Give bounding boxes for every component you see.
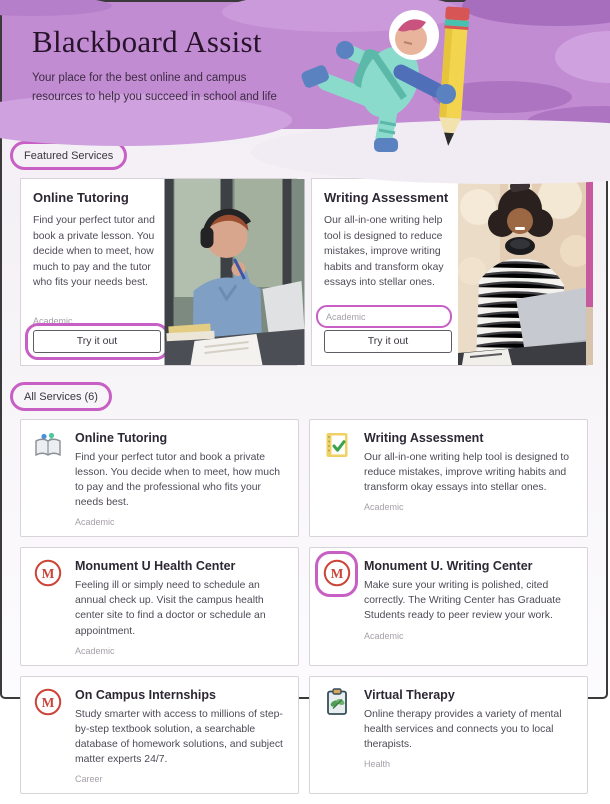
- service-description: Feeling ill or simply need to schedule an annual check up. Visit the campus health center site to find a doctor or schedule an appointment.: [75, 580, 266, 637]
- service-title: Virtual Therapy: [364, 687, 455, 702]
- service-title: Writing Assessment: [364, 431, 484, 445]
- service-description: Find your perfect tutor and book a private lesson. You decide when to meet, how much to pay and the professional who fits your needs best.: [75, 452, 281, 509]
- all-services-grid: [20, 419, 588, 794]
- service-title: Online Tutoring: [75, 431, 168, 445]
- featured-image-man-studying: [173, 179, 296, 365]
- svg-text:M: M: [41, 694, 55, 710]
- service-card-monument-u-health-center[interactable]: [20, 547, 299, 665]
- service-title: Monument U Health Center: [75, 559, 236, 574]
- service-card-online-tutoring[interactable]: [20, 419, 299, 537]
- featured-card-online-tutoring: [20, 178, 297, 366]
- page-subtitle: Your place for the best online and campus resources to help you succeed in school and life: [32, 72, 277, 103]
- service-category: Academic: [364, 630, 404, 641]
- monument-u-logo-icon: [33, 687, 63, 717]
- monument-u-logo-icon: [33, 558, 63, 588]
- main-content: [2, 141, 606, 804]
- service-description: Make sure your writing is polished, cited correctly. The Writing Center has Graduate Students ready to peer review your work.: [364, 580, 561, 622]
- featured-card-category: Academic: [326, 312, 366, 322]
- page-title: Blackboard Assist: [32, 24, 262, 59]
- svg-text:M: M: [330, 566, 344, 582]
- service-category: Academic: [75, 645, 115, 656]
- service-description: Online therapy provides a variety of mental health services and connects you to local therapists.: [364, 708, 562, 750]
- service-description: Study smarter with access to millions of step-by-step textbook solution, a searchable database of homework solutions, and subject matter experts 24/7.: [75, 708, 283, 765]
- service-card-writing-assessment[interactable]: [309, 419, 588, 537]
- all-services-annotation-circle: [10, 382, 112, 411]
- featured-cards-row: [20, 178, 588, 366]
- academic-category-annotation-circle: [316, 305, 452, 328]
- featured-card-title: Writing Assessment: [324, 190, 449, 205]
- page-header: [2, 2, 606, 129]
- featured-services-label: Featured Services: [24, 150, 114, 162]
- featured-card-writing-assessment: [311, 178, 588, 366]
- service-card-monument-u-writing-center[interactable]: [309, 547, 588, 665]
- service-category: Academic: [75, 517, 115, 528]
- clipboard-leaf-icon: [322, 687, 352, 717]
- service-card-on-campus-internships[interactable]: [20, 676, 299, 794]
- service-category: Academic: [364, 502, 404, 513]
- try-it-out-button[interactable]: Try it out: [324, 330, 452, 353]
- service-category: Career: [75, 773, 103, 784]
- try-it-out-button[interactable]: Try it out: [33, 330, 161, 353]
- service-title: Monument U. Writing Center: [364, 559, 533, 574]
- open-book-tutors-icon: [33, 430, 63, 460]
- svg-text:M: M: [41, 566, 55, 582]
- featured-card-description: Find your perfect tutor and book a private lesson. You decide when to meet, how much to pay and the tutor who fits your needs best.: [33, 215, 155, 289]
- all-services-label: All Services (6): [24, 391, 98, 403]
- notepad-check-icon: [322, 430, 352, 460]
- featured-card-description: Our all-in-one writing help tool is designed to reduce mistakes, improve writing habits and transform okay essays into stellar ones.: [324, 215, 444, 289]
- featured-image-woman-at-laptop: [464, 179, 587, 365]
- service-card-virtual-therapy[interactable]: [309, 676, 588, 794]
- featured-card-title: Online Tutoring: [33, 190, 129, 205]
- service-description: Our all-in-one writing help tool is designed to reduce mistakes, improve writing habits and transform okay essays into stellar ones.: [364, 452, 570, 494]
- monument-u-logo-icon: [322, 558, 352, 588]
- service-category: Health: [364, 758, 391, 769]
- service-title: On Campus Internships: [75, 687, 216, 702]
- featured-card-category: Academic: [33, 316, 73, 326]
